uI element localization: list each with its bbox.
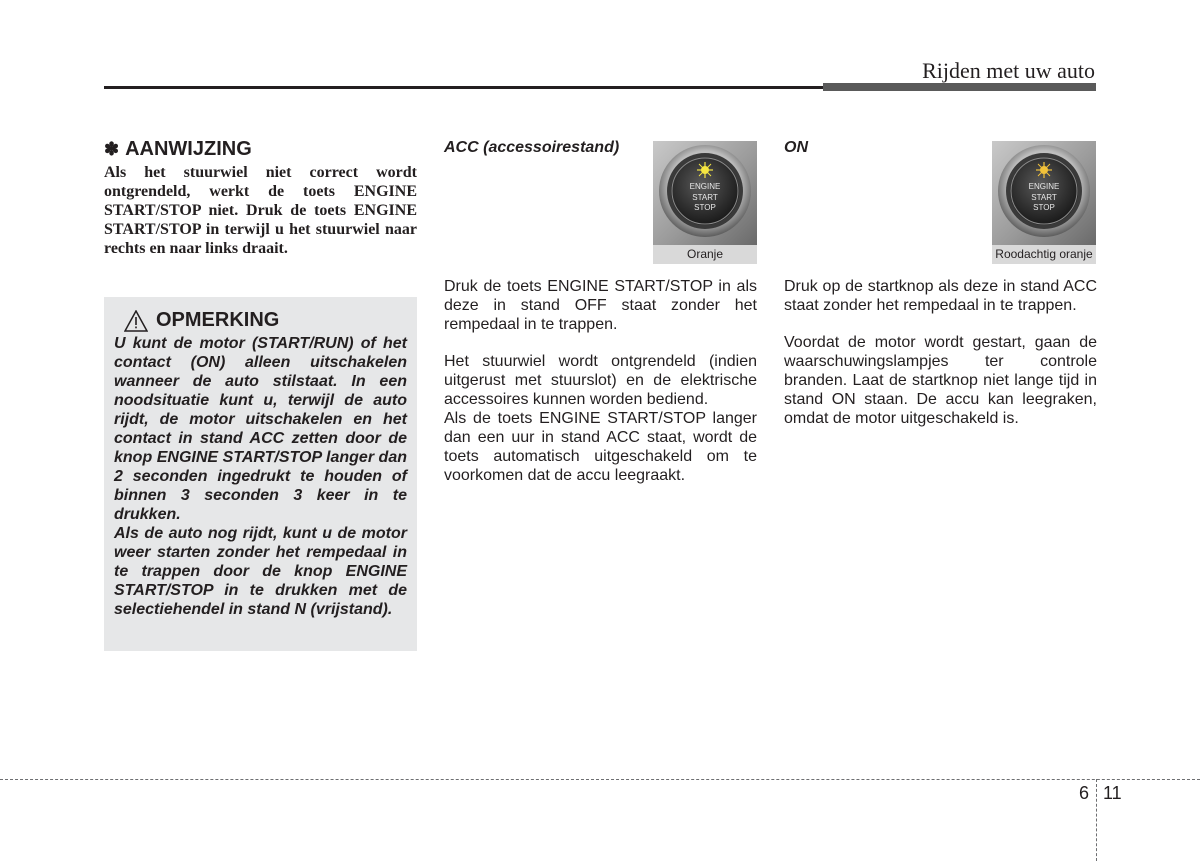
button-text-line: START [1031,193,1057,202]
engine-start-button-image [992,141,1096,245]
page-number: 11 [1103,783,1122,803]
acc-paragraph: Als de toets ENGINE START/STOP langer dan een uur in stand ACC staat, wordt de toets automatisch uitgeschakeld om te voorkomen dat de accu leegraakt. [444,410,757,484]
acc-text [444,277,757,485]
note-section [104,138,417,258]
acc-heading: ACC (accessoirestand) [444,139,620,156]
start-stop-button-icon [653,141,757,245]
on-figure-caption: Roodachtig oranje [992,245,1096,264]
acc-figure-caption: Oranje [653,245,757,264]
on-button-figure [992,141,1096,264]
acc-paragraph: Het stuurwiel wordt ontgrendeld (indien uitgerust met stuurslot) en de elektrische accessoires kunnen worden bediend. [444,353,757,408]
note-body: Als het stuurwiel niet correct wordt ontgrendeld, werkt de toets ENGINE START/STOP niet. Druk de toets ENGINE START/STOP in terwijl u het stuurwiel naar rechts en naar links draait. [104,164,417,257]
caution-paragraph: U kunt de motor (START/RUN) of het contact (ON) alleen uitschakelen wanneer de auto stilstaat. In een noodsituatie kunt u, terwijl de auto rijdt, de motor uitschakelen en het contact in stand ACC zetten door de knop ENGINE START/STOP langer dan 2 seconden ingedrukt te houden of binnen 3 seconden 3 keer in te drukken. [114,335,407,523]
on-paragraph: Voordat de motor wordt gestart, gaan de waarschuwingslampjes ter controle branden. Laat de startknop niet lange tijd in stand ON staan. De accu kan leegraken, omdat de motor uitgeschakeld is. [784,334,1097,427]
button-text-line: STOP [694,203,716,212]
caution-paragraph: Als de auto nog rijdt, kunt u de motor weer starten zonder het rempedaal in te trappen door de knop ENGINE START/STOP in te drukken met de selectiehendel in stand N (vrijstand). [114,525,407,618]
note-heading [104,138,417,161]
footer-divider [1096,779,1097,861]
caution-heading-text: OPMERKING [156,309,280,331]
on-paragraph: Druk op de startknop als deze in stand ACC staat zonder het rempedaal in te trappen. [784,278,1097,314]
acc-indicator-light [697,162,713,178]
note-star-icon: ✽ [104,139,120,159]
button-text-line: ENGINE [689,182,721,191]
on-indicator-light [1036,162,1052,178]
caution-box [104,297,417,651]
button-text-line: STOP [1033,203,1055,212]
button-text-line: START [692,193,718,202]
running-header: Rijden met uw auto [922,58,1095,83]
footer-rule [0,779,1200,780]
start-stop-button-icon [992,141,1096,245]
acc-paragraph: Druk de toets ENGINE START/STOP in als deze in stand OFF staat zonder het rempedaal in te trappen. [444,278,757,333]
header-rule-accent [823,83,1096,91]
caution-body [114,334,407,619]
note-heading-text: AANWIJZING [125,138,252,160]
button-text-line: ENGINE [1028,182,1060,191]
on-text [784,277,1097,428]
caution-heading [114,309,407,332]
on-heading: ON [784,139,808,156]
acc-button-figure [653,141,757,264]
warning-triangle-icon [124,310,148,332]
engine-start-button-image [653,141,757,245]
chapter-number: 6 [1079,783,1090,803]
